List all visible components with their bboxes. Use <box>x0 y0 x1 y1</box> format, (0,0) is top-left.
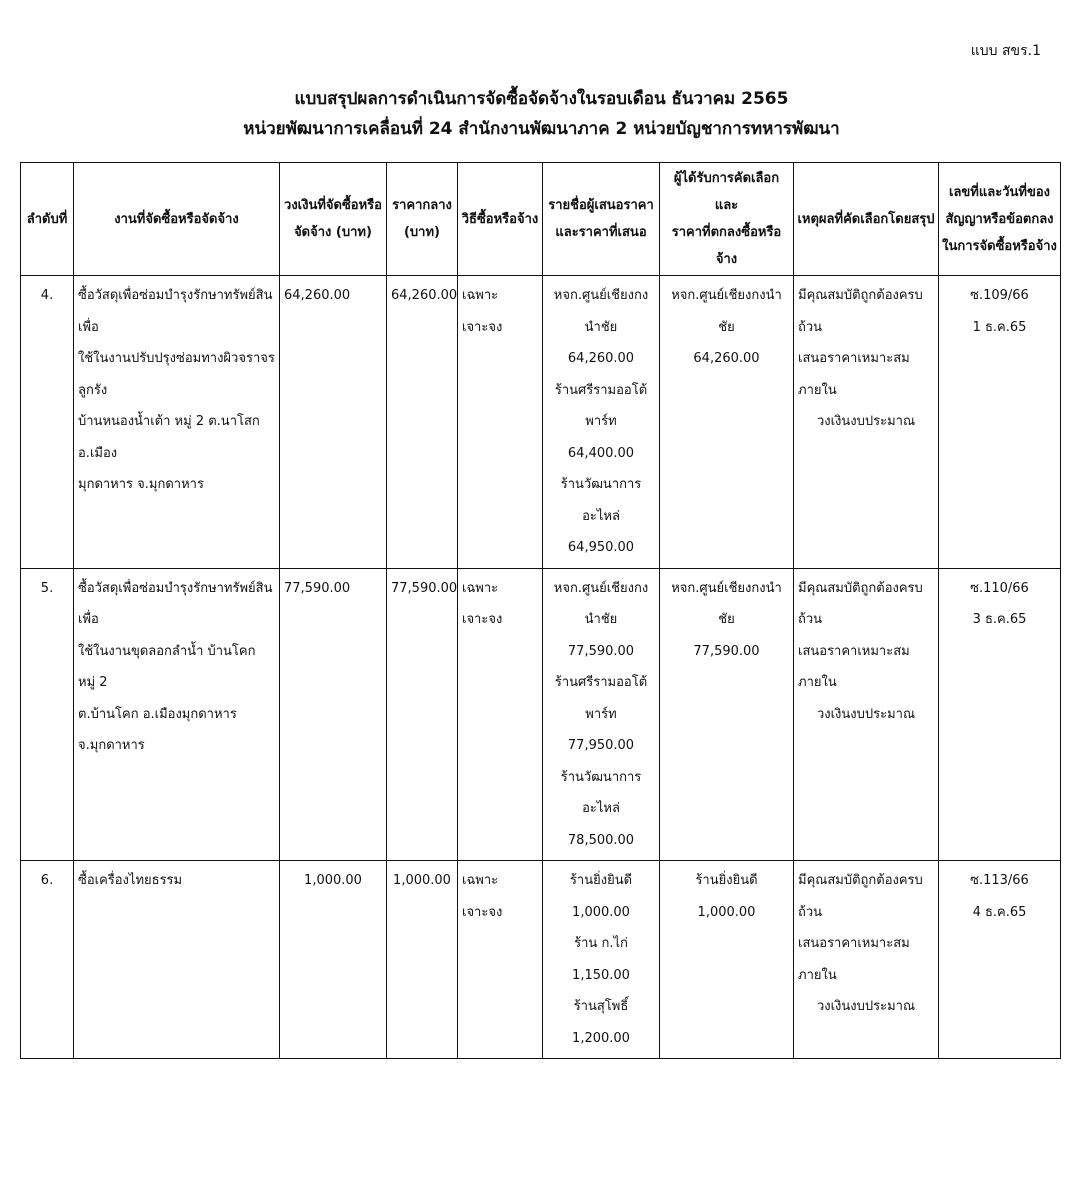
bidder-name: หจก.ศูนย์เชียงกงนำชัย <box>553 288 649 335</box>
bidder-name: ร้านยิ่งยินดี <box>569 873 633 888</box>
document-title <box>0 84 1083 144</box>
header-method: วิธีซื้อหรือจ้าง <box>458 163 543 276</box>
contract-date: 1 ธ.ค.65 <box>972 319 1027 335</box>
reason-line: วงเงินงบประมาณ <box>816 706 916 722</box>
cell-median: 77,590.00 <box>387 568 458 861</box>
header-budget <box>280 163 387 276</box>
header-contract-line: เลขที่และวันที่ของ <box>949 184 1050 200</box>
bidder-name: หจก.ศูนย์เชียงกงนำชัย <box>553 580 649 627</box>
header-no: ลำดับที่ <box>21 163 74 276</box>
work-line: บ้านหนองน้ำเต้า หมู่ 2 ต.นาโสก อ.เมือง <box>78 414 260 461</box>
cell-median: 64,260.00 <box>387 276 458 569</box>
header-contract-line: ในการจัดซื้อหรือจ้าง <box>942 238 1057 254</box>
bidder-name: ร้านวัฒนาการอะไหล่ <box>560 769 642 816</box>
reason-line: มีคุณสมบัติถูกต้องครบถ้วน <box>798 873 923 920</box>
reason-line: เสนอราคาเหมาะสมภายใน <box>798 936 910 983</box>
reason-line: มีคุณสมบัติถูกต้องครบถ้วน <box>798 288 923 335</box>
cell-no: 5. <box>21 568 74 861</box>
bidder-price: 64,950.00 <box>567 540 635 555</box>
work-line: มุกดาหาร จ.มุกดาหาร <box>78 477 204 492</box>
bidder-price: 1,000.00 <box>572 904 630 920</box>
cell-budget: 64,260.00 <box>280 276 387 569</box>
bidder-price: 64,400.00 <box>567 445 635 461</box>
bidder-name: ร้านศรีรามออโต้พาร์ท <box>554 382 648 429</box>
bidder-price: 1,200.00 <box>572 1030 630 1046</box>
header-bidders <box>543 163 660 276</box>
cell-contract <box>939 568 1061 861</box>
header-winner <box>660 163 794 276</box>
contract-number: ซ.113/66 <box>970 873 1029 888</box>
header-reason: เหตุผลที่คัดเลือกโดยสรุป <box>794 163 939 276</box>
cell-median: 1,000.00 <box>387 861 458 1059</box>
bidder-price: 1,150.00 <box>572 967 630 983</box>
cell-budget: 1,000.00 <box>280 861 387 1059</box>
cell-work <box>74 568 280 861</box>
winner-price: 64,260.00 <box>693 351 760 366</box>
header-bidders-line: และราคาที่เสนอ <box>555 225 647 240</box>
winner-price: 77,590.00 <box>693 643 760 659</box>
cell-reason <box>794 568 939 861</box>
bidder-name: ร้านศรีรามออโต้พาร์ท <box>554 675 648 722</box>
cell-budget: 77,590.00 <box>280 568 387 861</box>
contract-number: ซ.109/66 <box>970 288 1029 303</box>
header-budget-line: จัดจ้าง (บาท) <box>294 225 372 240</box>
header-winner-line: ราคาที่ตกลงซื้อหรือจ้าง <box>671 225 782 267</box>
bidder-price: 77,590.00 <box>567 643 635 659</box>
cell-contract <box>939 861 1061 1059</box>
title-line-1: แบบสรุปผลการดำเนินการจัดซื้อจัดจ้างในรอบเดือน ธันวาคม 2565 <box>294 89 789 109</box>
cell-contract <box>939 276 1061 569</box>
table-row <box>21 861 1061 1059</box>
cell-work <box>74 861 280 1059</box>
header-median-line: (บาท) <box>403 225 440 240</box>
cell-method: เฉพาะเจาะจง <box>458 861 543 1059</box>
winner-name: หจก.ศูนย์เชียงกงนำชัย <box>671 580 782 627</box>
form-code: แบบ สขร.1 <box>970 43 1041 59</box>
cell-winner <box>660 861 794 1059</box>
winner-price: 1,000.00 <box>697 904 756 920</box>
table-header-row <box>21 163 1061 276</box>
bidder-price: 64,260.00 <box>567 351 635 366</box>
cell-bidders <box>543 568 660 861</box>
reason-line: วงเงินงบประมาณ <box>816 414 916 429</box>
cell-no: 6. <box>21 861 74 1059</box>
bidder-name: ร้านวัฒนาการอะไหล่ <box>560 477 642 524</box>
title-line-2: หน่วยพัฒนาการเคลื่อนที่ 24 สำนักงานพัฒนาภาค 2 หน่วยบัญชาการทหารพัฒนา <box>243 119 840 139</box>
reason-line: มีคุณสมบัติถูกต้องครบถ้วน <box>798 580 923 627</box>
reason-line: เสนอราคาเหมาะสมภายใน <box>798 351 910 398</box>
cell-work <box>74 276 280 569</box>
contract-number: ซ.110/66 <box>970 580 1029 596</box>
header-median-line: ราคากลาง <box>392 198 452 213</box>
work-line: ต.บ้านโคก อ.เมืองมุกดาหาร จ.มุกดาหาร <box>78 706 237 753</box>
header-contract-line: สัญญาหรือข้อตกลง <box>945 211 1054 227</box>
bidder-price: 77,950.00 <box>567 738 635 753</box>
work-line: ใช้ในงานปรับปรุงซ่อมทางผิวจราจรลูกรัง <box>78 351 275 398</box>
cell-bidders <box>543 861 660 1059</box>
work-line: ซื้อวัสดุเพื่อซ่อมบำรุงรักษาทรัพย์สิน เพื่อ <box>78 288 273 335</box>
header-work: งานที่จัดซื้อหรือจัดจ้าง <box>74 163 280 276</box>
cell-bidders <box>543 276 660 569</box>
contract-date: 4 ธ.ค.65 <box>972 904 1027 920</box>
header-budget-line: วงเงินที่จัดซื้อหรือ <box>284 198 382 213</box>
header-winner-line: ผู้ได้รับการคัดเลือกและ <box>673 171 780 213</box>
reason-line: เสนอราคาเหมาะสมภายใน <box>798 643 910 690</box>
reason-line: วงเงินงบประมาณ <box>816 999 916 1014</box>
cell-no: 4. <box>21 276 74 569</box>
cell-reason <box>794 861 939 1059</box>
work-line: ใช้ในงานขุดลอกลำน้ำ บ้านโคก หมู่ 2 <box>78 643 256 690</box>
contract-date: 3 ธ.ค.65 <box>972 612 1027 627</box>
winner-name: หจก.ศูนย์เชียงกงนำชัย <box>671 288 782 335</box>
cell-winner <box>660 276 794 569</box>
bidder-name: ร้านสุโพธิ์ <box>573 999 629 1014</box>
work-line: ซื้อเครื่องไทยธรรม <box>78 873 183 888</box>
cell-winner <box>660 568 794 861</box>
cell-method: เฉพาะเจาะจง <box>458 568 543 861</box>
winner-name: ร้านยิ่งยินดี <box>695 873 758 888</box>
work-line: ซื้อวัสดุเพื่อซ่อมบำรุงรักษาทรัพย์สิน เพื่อ <box>78 580 273 627</box>
cell-reason <box>794 276 939 569</box>
cell-method: เฉพาะเจาะจง <box>458 276 543 569</box>
header-bidders-line: รายชื่อผู้เสนอราคา <box>548 198 654 213</box>
table-row <box>21 276 1061 569</box>
header-contract <box>939 163 1061 276</box>
table-row <box>21 568 1061 861</box>
procurement-summary-table <box>20 162 1061 1059</box>
header-median <box>387 163 458 276</box>
bidder-name: ร้าน ก.ไก่ <box>574 936 628 951</box>
bidder-price: 78,500.00 <box>567 832 635 848</box>
